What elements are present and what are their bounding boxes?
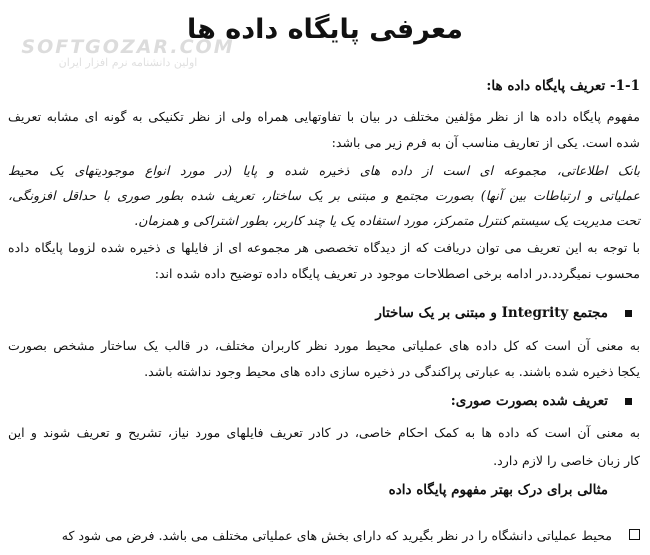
bullet-heading-text: تعریف شده بصورت صوری:: [450, 393, 608, 409]
example-item: [8, 527, 612, 544]
watermark-tagline: اولین دانشنامه نرم افزار ایران: [58, 56, 198, 69]
definition-line-3: تحت مدیریت یک سیستم کنترل متمرکز، مورد استفاده یک یا چند کاربر، بطور اشتراکی و همزمان.: [134, 213, 640, 228]
bullet2-line-1: به معنی آن است که داده ها به کمک احکام خاصی، در کادر تعریف فایلهای مورد نیاز، تشریح و تعریف شوند و این: [8, 425, 640, 440]
bullet-square-icon: [625, 398, 632, 405]
bullet1-line-1: به معنی آن است که کل داده های عملیاتی محیط مورد نظر کاربران مختلف، در قالب یک ساختار مشخص بصورت: [8, 338, 640, 353]
bullet2-line-2: کار زبان خاصی را لازم دارد.: [493, 453, 640, 468]
intro-line-1: مفهوم پایگاه داده ها از نظر مؤلفین مختلف در بیان با تفاوتهایی همراه ولی از نظر تکنیکی به گونه ای مشابه تعریف: [8, 109, 640, 124]
definition-line-2: عملیاتی و ارتباطات بین آنها) بصورت مجتمع و مبتنی بر یک ساختار، تعریف شده بطور صوری با حداقل افزونگی،: [8, 188, 640, 203]
bullet-heading-integrity: [8, 305, 608, 322]
bullet-square-icon: [625, 310, 632, 317]
bullet-heading-text: مجتمع Integrity و مبتنی بر یک ساختار: [375, 305, 608, 321]
example-heading: مثالی برای درک بهتر مفهوم پایگاه داده: [388, 482, 608, 498]
bullet-heading-formal: [8, 393, 608, 410]
definition-line-1: بانک اطلاعاتی، مجموعه ای است از داده های ذخیره شده و پایا (در مورد انواع موجودیتهای یک محیط: [8, 163, 640, 178]
watermark-logo: SOFTGOZAR.COM: [21, 36, 235, 58]
body-line-1: با توجه به این تعریف می توان دریافت که از دیدگاه تخصصی هر مجموعه ای از فایلها ی ذخیره شده لزوما پایگاه داده: [8, 240, 640, 255]
bullet1-line-2: یکجا ذخیره شده باشند. به عبارتی پراکندگی در ذخیره سازی داده های محیط وجود نداشته باشد.: [144, 364, 640, 379]
checkbox-square-icon: [629, 529, 640, 540]
body-line-2: محسوب نمیگردد.در ادامه برخی اصطلاحات موجود در تعریف پایگاه داده توضیح داده شده اند:: [154, 266, 640, 281]
intro-line-2: شده است. یکی از تعاریف مناسب آن به فرم زیر می باشد:: [331, 135, 640, 150]
page-title: معرفی پایگاه داده ها: [187, 14, 463, 45]
example-item-text: محیط عملیاتی دانشگاه را در نظر بگیرید که دارای بخش های عملیاتی مختلف می باشد. فرض می شود که: [61, 528, 612, 543]
section-heading: 1-1- تعریف پایگاه داده ها:: [486, 78, 640, 94]
